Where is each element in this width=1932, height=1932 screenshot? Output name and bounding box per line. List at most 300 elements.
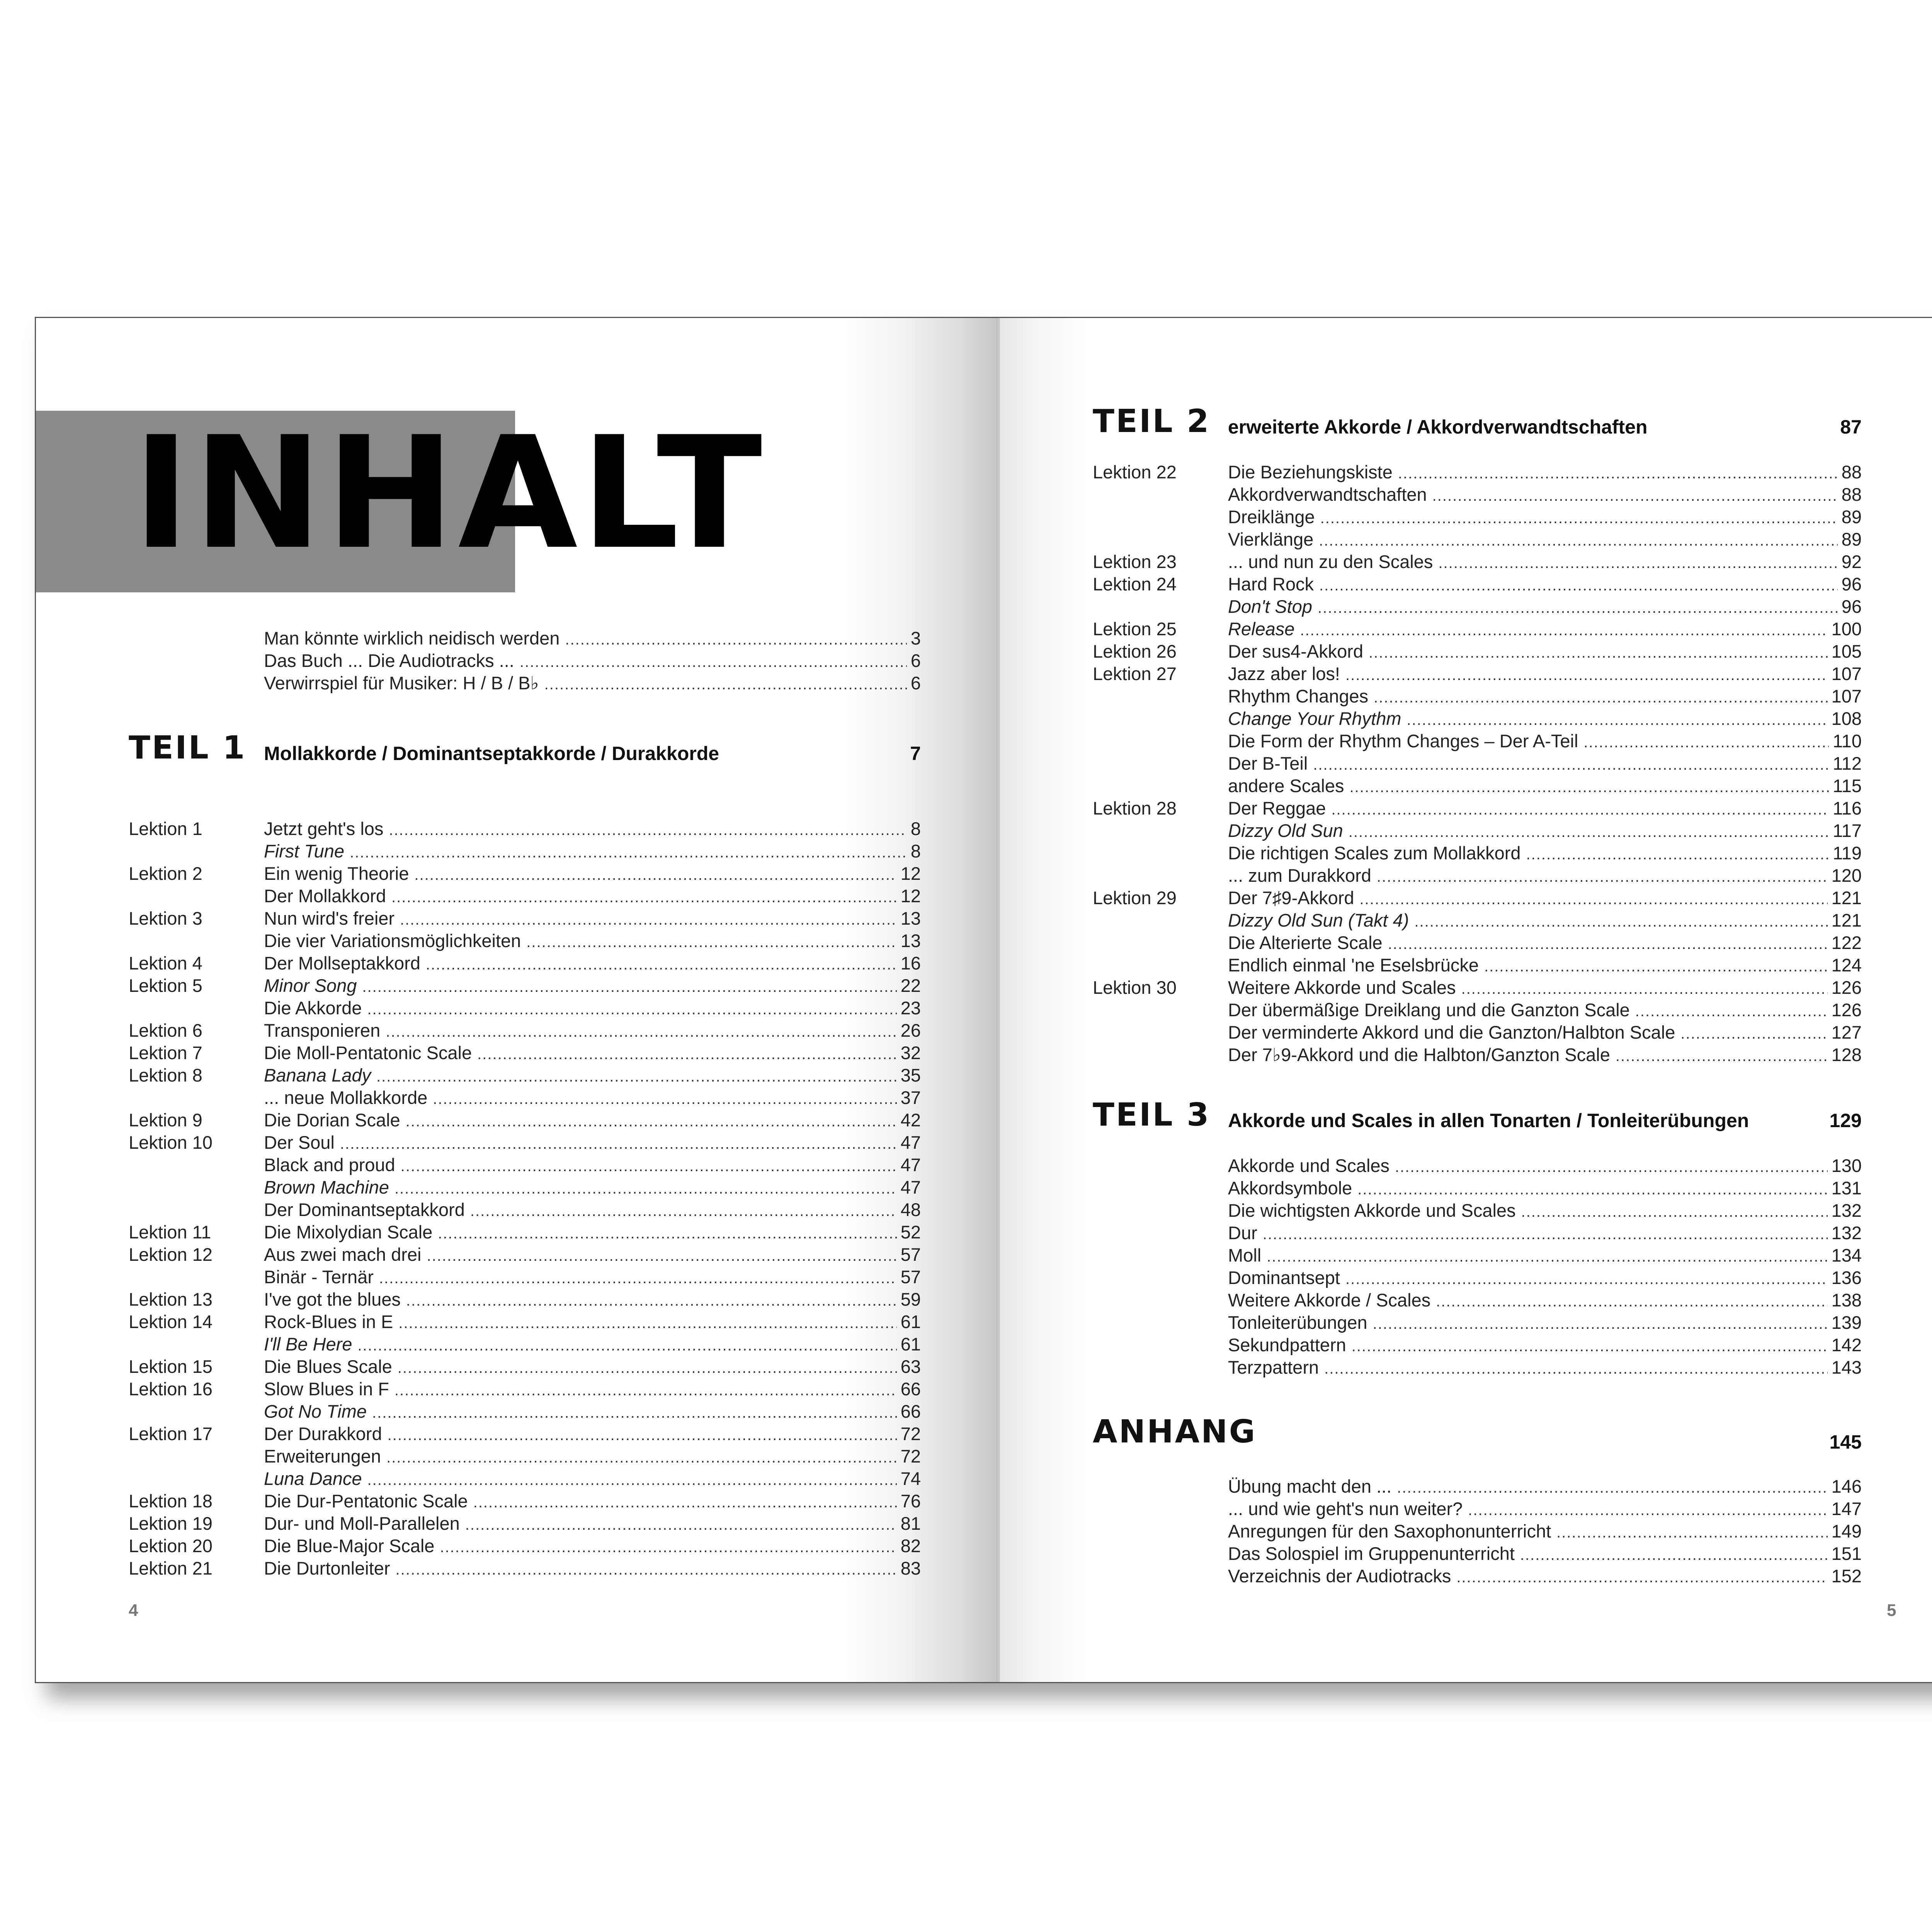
toc-row <box>264 627 921 650</box>
entry-page-number: 130 <box>1831 1155 1862 1176</box>
entry-title: Der Dominantseptakkord <box>264 1199 465 1220</box>
dot-leader <box>473 1491 897 1514</box>
lektion-label: Lektion 20 <box>129 1536 213 1556</box>
dot-leader <box>389 819 906 841</box>
lektion-label: Lektion 26 <box>1093 641 1177 662</box>
entry-title: Binär - Ternär <box>264 1267 374 1287</box>
toc-row <box>129 1109 921 1131</box>
toc-entry[interactable] <box>1228 842 1862 866</box>
dot-leader <box>1377 866 1828 888</box>
toc-entry[interactable] <box>264 1064 921 1088</box>
lektion-label: Lektion 21 <box>129 1558 213 1578</box>
toc-entry[interactable] <box>264 650 921 673</box>
dot-leader <box>362 976 896 998</box>
dot-leader <box>1360 888 1828 910</box>
dot-leader <box>400 908 897 931</box>
teil2-label: TEIL 2 <box>1093 403 1211 440</box>
toc-row <box>1093 775 1862 797</box>
toc-entry[interactable] <box>264 1266 921 1289</box>
entry-title: Sekundpattern <box>1228 1335 1346 1355</box>
lektion-label: Lektion 6 <box>129 1020 202 1041</box>
entry-page-number: 152 <box>1831 1566 1862 1586</box>
entry-title: Der Mollseptakkord <box>264 953 420 973</box>
entry-page-number: 32 <box>900 1043 921 1063</box>
dot-leader <box>465 1514 897 1536</box>
entry-title: Das Buch ... Die Audiotracks ... <box>264 650 514 671</box>
toc-entry[interactable] <box>264 1311 921 1334</box>
toc-entry[interactable] <box>1228 685 1862 709</box>
toc-entry[interactable] <box>264 885 921 908</box>
entry-page-number: 96 <box>1841 574 1862 594</box>
lektion-label: Lektion 30 <box>1093 977 1177 998</box>
toc-entry[interactable] <box>264 1154 921 1177</box>
toc-entry[interactable] <box>264 1333 921 1357</box>
toc-row <box>129 997 921 1019</box>
toc-entry[interactable] <box>1228 573 1862 597</box>
entry-page-number: 128 <box>1831 1044 1862 1065</box>
page-number-left: 4 <box>129 1601 138 1620</box>
toc-entry[interactable] <box>1228 483 1862 507</box>
lektion-label: Lektion 5 <box>129 975 202 996</box>
entry-page-number: 57 <box>900 1267 921 1287</box>
entry-title: Der übermäßige Dreiklang und die Ganzton Scale <box>1228 1000 1630 1020</box>
entry-page-number: 127 <box>1831 1022 1862 1043</box>
toc-entry[interactable] <box>264 1445 921 1469</box>
toc-row <box>1093 551 1862 573</box>
toc-entry[interactable] <box>1228 775 1862 798</box>
toc-entry[interactable] <box>1228 707 1862 731</box>
toc-row <box>1093 1334 1862 1356</box>
lektion-label: Lektion 27 <box>1093 663 1177 684</box>
dot-leader <box>395 1177 897 1200</box>
toc-entry[interactable] <box>1228 640 1862 664</box>
entry-title: Übung macht den ... <box>1228 1476 1392 1497</box>
dot-leader <box>1352 1335 1828 1357</box>
toc-entry[interactable] <box>1228 528 1862 552</box>
toc-entry[interactable] <box>1228 1021 1862 1045</box>
entry-title: Luna Dance <box>264 1468 362 1489</box>
teil2-page-number: 87 <box>1840 416 1862 438</box>
anhang-label: ANHANG <box>1093 1413 1257 1450</box>
entry-title: Man könnte wirklich neidisch werden <box>264 628 560 648</box>
toc-row <box>1093 932 1862 954</box>
toc-row <box>1093 797 1862 820</box>
toc-row <box>1093 528 1862 551</box>
entry-title: Release <box>1228 619 1295 639</box>
dot-leader <box>1369 641 1828 664</box>
entry-page-number: 89 <box>1841 529 1862 549</box>
entry-page-number: 12 <box>900 886 921 906</box>
toc-row <box>1093 1475 1862 1498</box>
dot-leader <box>1438 552 1837 574</box>
lektion-label: Lektion 28 <box>1093 798 1177 818</box>
toc-row <box>129 1557 921 1580</box>
toc-entry[interactable] <box>264 1423 921 1446</box>
toc-entry[interactable] <box>1228 1543 1862 1566</box>
toc-row <box>1093 1520 1862 1543</box>
page-title: INHALT <box>133 404 765 583</box>
entry-title: Der Reggae <box>1228 798 1326 818</box>
dot-leader <box>1357 1178 1827 1201</box>
toc-entry[interactable] <box>1228 954 1862 978</box>
toc-entry[interactable] <box>1228 999 1862 1022</box>
dot-leader <box>1345 1268 1828 1290</box>
entry-title: ... neue Mollakkorde <box>264 1087 428 1108</box>
dot-leader <box>1331 798 1829 821</box>
entry-title: Die Dur-Pentatonic Scale <box>264 1491 468 1511</box>
entry-page-number: 59 <box>900 1289 921 1310</box>
dot-leader <box>357 1334 896 1357</box>
entry-page-number: 57 <box>900 1244 921 1265</box>
dot-leader <box>376 1065 897 1088</box>
toc-entry[interactable] <box>264 907 921 931</box>
dot-leader <box>1320 507 1838 529</box>
toc-entry[interactable] <box>264 1288 921 1312</box>
entry-page-number: 66 <box>900 1401 921 1422</box>
toc-entry[interactable] <box>1228 1498 1862 1521</box>
entry-title: Weitere Akkorde / Scales <box>1228 1290 1431 1310</box>
dot-leader <box>1521 1201 1828 1223</box>
toc-row <box>129 1019 921 1042</box>
entry-page-number: 13 <box>900 908 921 929</box>
dot-leader <box>433 1088 896 1110</box>
entry-title: I've got the blues <box>264 1289 401 1310</box>
entry-title: Akkorde und Scales <box>1228 1155 1390 1176</box>
dot-leader <box>350 841 907 864</box>
toc-entry[interactable] <box>1228 797 1862 821</box>
lektion-label: Lektion 11 <box>129 1222 211 1242</box>
toc-row <box>1093 1543 1862 1565</box>
entry-title: Akkordverwandtschaften <box>1228 484 1427 505</box>
toc-row <box>129 1042 921 1064</box>
dot-leader <box>1313 753 1829 776</box>
toc-entry[interactable] <box>264 818 921 841</box>
dot-leader <box>406 1289 897 1312</box>
entry-page-number: 134 <box>1831 1245 1862 1265</box>
toc-entry[interactable] <box>1228 909 1862 933</box>
toc-row <box>1093 1565 1862 1587</box>
toc-entry[interactable] <box>264 862 921 886</box>
toc-entry[interactable] <box>1228 663 1862 686</box>
lektion-label: Lektion 3 <box>129 908 202 929</box>
entry-page-number: 74 <box>900 1468 921 1489</box>
entry-page-number: 88 <box>1841 462 1862 482</box>
entry-title: Don't Stop <box>1228 596 1312 617</box>
toc-entry[interactable] <box>1228 1199 1862 1223</box>
entry-title: Aus zwei mach drei <box>264 1244 422 1265</box>
entry-title: Endlich einmal 'ne Eselsbrücke <box>1228 955 1479 975</box>
toc-entry[interactable] <box>264 1468 921 1491</box>
dot-leader <box>1324 1357 1827 1380</box>
entry-page-number: 117 <box>1833 820 1862 841</box>
dot-leader <box>1432 485 1838 507</box>
entry-title: Die Blues Scale <box>264 1356 392 1377</box>
lektion-label: Lektion 14 <box>129 1311 213 1332</box>
toc-row <box>1093 864 1862 887</box>
entry-page-number: 52 <box>900 1222 921 1242</box>
toc-row <box>1093 573 1862 595</box>
dot-leader <box>440 1536 896 1558</box>
toc-row <box>1093 1199 1862 1222</box>
entry-page-number: 138 <box>1831 1290 1862 1310</box>
entry-page-number: 13 <box>900 930 921 951</box>
toc-entry[interactable] <box>264 1199 921 1222</box>
toc-row <box>1093 1356 1862 1379</box>
toc-entry[interactable] <box>1228 1222 1862 1245</box>
toc-row <box>1093 820 1862 842</box>
entry-title: Terzpattern <box>1228 1357 1319 1378</box>
entry-page-number: 6 <box>910 673 921 693</box>
dot-leader <box>1635 1000 1828 1022</box>
entry-page-number: 22 <box>900 975 921 996</box>
toc-entry[interactable] <box>264 627 921 651</box>
toc-row <box>1093 640 1862 663</box>
lektion-label: Lektion 23 <box>1093 551 1177 572</box>
entry-title: Transponieren <box>264 1020 381 1041</box>
toc-row <box>129 840 921 862</box>
entry-page-number: 63 <box>900 1356 921 1377</box>
entry-page-number: 143 <box>1831 1357 1862 1378</box>
toc-row <box>129 1176 921 1199</box>
toc-entry[interactable] <box>264 1400 921 1424</box>
teil1-label: TEIL 1 <box>129 730 247 766</box>
toc-row <box>129 818 921 840</box>
toc-row <box>1093 483 1862 506</box>
entry-title: Die richtigen Scales zum Mollakkord <box>1228 843 1521 863</box>
toc-row <box>1093 954 1862 976</box>
dot-leader <box>414 864 896 886</box>
toc-entry[interactable] <box>264 952 921 976</box>
entry-title: Anregungen für den Saxophonunterricht <box>1228 1521 1551 1541</box>
entry-page-number: 16 <box>900 953 921 973</box>
entry-title: Hard Rock <box>1228 574 1314 594</box>
toc-row <box>264 650 921 672</box>
toc-row <box>129 975 921 997</box>
lektion-label: Lektion 7 <box>129 1043 202 1063</box>
toc-entry[interactable] <box>1228 1475 1862 1499</box>
entry-title: ... und wie geht's nun weiter? <box>1228 1498 1463 1519</box>
toc-row <box>1093 1155 1862 1177</box>
toc-entry[interactable] <box>1228 1356 1862 1380</box>
dot-leader <box>565 628 906 651</box>
entry-page-number: 47 <box>900 1155 921 1175</box>
lektion-label: Lektion 18 <box>129 1491 213 1511</box>
entry-page-number: 149 <box>1831 1521 1862 1541</box>
entry-title: Die vier Variationsmöglichkeiten <box>264 930 521 951</box>
entry-title: Der Durakkord <box>264 1423 382 1444</box>
toc-entry[interactable] <box>1228 1155 1862 1178</box>
entry-title: Die Form der Rhythm Changes – Der A-Teil <box>1228 731 1578 751</box>
entry-page-number: 105 <box>1831 641 1862 662</box>
entry-title: Jazz aber los! <box>1228 663 1340 684</box>
dot-leader <box>1319 574 1838 597</box>
entry-page-number: 126 <box>1831 977 1862 998</box>
entry-title: Die Dorian Scale <box>264 1110 400 1130</box>
toc-entry[interactable] <box>264 1176 921 1200</box>
dot-leader <box>398 1312 896 1334</box>
toc-entry[interactable] <box>1228 752 1862 776</box>
entry-title: Verzeichnis der Audiotracks <box>1228 1566 1451 1586</box>
entry-page-number: 121 <box>1831 888 1862 908</box>
entry-title: Die Moll-Pentatonic Scale <box>264 1043 472 1063</box>
entry-title: Der Soul <box>264 1132 335 1153</box>
dot-leader <box>398 1357 897 1379</box>
entry-title: Dizzy Old Sun <box>1228 820 1343 841</box>
toc-entry[interactable] <box>1228 506 1862 529</box>
toc-entry[interactable] <box>264 1109 921 1133</box>
toc-entry[interactable] <box>264 1042 921 1065</box>
dot-leader <box>1318 597 1838 619</box>
entry-title: Die Alterierte Scale <box>1228 932 1383 953</box>
entry-page-number: 115 <box>1833 776 1862 796</box>
toc-row <box>129 930 921 952</box>
toc-entry[interactable] <box>264 1019 921 1043</box>
toc-row <box>1093 663 1862 685</box>
toc-entry[interactable] <box>1228 551 1862 574</box>
toc-entry[interactable] <box>264 1490 921 1514</box>
toc-entry[interactable] <box>1228 1565 1862 1588</box>
toc-entry[interactable] <box>1228 864 1862 888</box>
toc-entry[interactable] <box>1228 932 1862 955</box>
entry-title: Weitere Akkorde und Scales <box>1228 977 1456 998</box>
toc-row <box>129 1243 921 1266</box>
dot-leader <box>1484 955 1828 978</box>
toc-row <box>1093 685 1862 707</box>
entry-page-number: 3 <box>910 628 921 648</box>
dot-leader <box>1388 933 1828 955</box>
toc-entry[interactable] <box>1228 461 1862 485</box>
teil2-subtitle: erweiterte Akkorde / Akkordverwandtschaften <box>1228 416 1648 438</box>
toc-entry[interactable] <box>264 1378 921 1401</box>
toc-entry[interactable] <box>1228 1311 1862 1335</box>
dot-leader <box>1461 978 1828 1000</box>
toc-entry[interactable] <box>1228 1520 1862 1544</box>
dot-leader <box>1468 1499 1827 1521</box>
entry-page-number: 42 <box>900 1110 921 1130</box>
dot-leader <box>1263 1223 1828 1245</box>
entry-page-number: 47 <box>900 1132 921 1153</box>
entry-title: Ein wenig Theorie <box>264 863 409 884</box>
dot-leader <box>1349 821 1829 843</box>
toc-entry[interactable] <box>264 1131 921 1155</box>
toc-entry[interactable] <box>1228 595 1862 619</box>
entry-page-number: 122 <box>1831 932 1862 953</box>
toc-entry[interactable] <box>1228 1044 1862 1067</box>
lektion-label: Lektion 8 <box>129 1065 202 1085</box>
entry-title: Banana Lady <box>264 1065 371 1085</box>
entry-title: Der sus4-Akkord <box>1228 641 1363 662</box>
dot-leader <box>426 953 897 976</box>
dot-leader <box>544 673 907 696</box>
entry-page-number: 108 <box>1831 708 1862 729</box>
toc-entry[interactable] <box>264 975 921 998</box>
entry-title: Der 7♯9-Akkord <box>1228 888 1354 908</box>
dot-leader <box>388 1424 897 1446</box>
lektion-label: Lektion 16 <box>129 1379 213 1399</box>
left-page <box>36 318 1000 1682</box>
toc-row <box>129 1131 921 1154</box>
entry-page-number: 72 <box>900 1423 921 1444</box>
entry-title: Dizzy Old Sun (Takt 4) <box>1228 910 1409 930</box>
toc-row <box>129 1535 921 1557</box>
lektion-label: Lektion 13 <box>129 1289 213 1310</box>
toc-entry[interactable] <box>1228 1334 1862 1357</box>
entry-page-number: 107 <box>1831 686 1862 706</box>
entry-page-number: 6 <box>910 650 921 671</box>
entry-page-number: 121 <box>1831 910 1862 930</box>
entry-title: I'll Be Here <box>264 1334 352 1354</box>
entry-title: Der B-Teil <box>1228 753 1308 774</box>
toc-row <box>129 1512 921 1535</box>
toc-entry[interactable] <box>264 1243 921 1267</box>
toc-row <box>1093 842 1862 864</box>
entry-title: Vierklänge <box>1228 529 1314 549</box>
toc-entry[interactable] <box>1228 976 1862 1000</box>
toc-entry[interactable] <box>264 997 921 1020</box>
lektion-label: Lektion 29 <box>1093 888 1177 908</box>
toc-row <box>1093 1498 1862 1520</box>
toc-row <box>1093 1177 1862 1199</box>
entry-page-number: 132 <box>1831 1223 1862 1243</box>
toc-row <box>129 1199 921 1221</box>
teil3-page-number: 129 <box>1829 1110 1862 1131</box>
toc-row <box>1093 999 1862 1021</box>
toc-row <box>1093 1244 1862 1267</box>
entry-page-number: 8 <box>910 818 921 839</box>
toc-entry[interactable] <box>1228 1177 1862 1201</box>
toc-entry[interactable] <box>264 1355 921 1379</box>
toc-entry[interactable] <box>1228 1244 1862 1268</box>
toc-entry[interactable] <box>264 1512 921 1536</box>
dot-leader <box>526 931 896 953</box>
toc-row <box>1093 1044 1862 1066</box>
toc-entry[interactable] <box>264 1557 921 1581</box>
toc-entry[interactable] <box>264 930 921 953</box>
entry-page-number: 72 <box>900 1446 921 1466</box>
dot-leader <box>520 651 907 673</box>
dot-leader <box>1680 1022 1827 1045</box>
toc-entry[interactable] <box>1228 887 1862 910</box>
toc-row <box>129 1087 921 1109</box>
lektion-label: Lektion 22 <box>1093 462 1177 482</box>
dot-leader <box>391 886 897 908</box>
entry-title: Die Mixolydian Scale <box>264 1222 433 1242</box>
toc-entry[interactable] <box>264 1221 921 1245</box>
toc-entry[interactable] <box>1228 1289 1862 1313</box>
lektion-label: Lektion 19 <box>129 1513 213 1534</box>
toc-entry[interactable] <box>264 840 921 864</box>
toc-entry[interactable] <box>264 1535 921 1558</box>
toc-entry[interactable] <box>1228 820 1862 843</box>
anhang-page-number: 145 <box>1829 1431 1862 1453</box>
toc-entry[interactable] <box>1228 618 1862 641</box>
dot-leader <box>1407 709 1828 731</box>
entry-title: Der Mollakkord <box>264 886 386 906</box>
entry-page-number: 26 <box>900 1020 921 1041</box>
entry-page-number: 119 <box>1833 843 1862 863</box>
entry-page-number: 131 <box>1831 1178 1862 1198</box>
toc-entry[interactable] <box>264 672 921 696</box>
toc-entry[interactable] <box>1228 1267 1862 1290</box>
entry-page-number: 66 <box>900 1379 921 1399</box>
toc-entry[interactable] <box>1228 730 1862 753</box>
entry-page-number: 142 <box>1831 1335 1862 1355</box>
entry-title: Black and proud <box>264 1155 395 1175</box>
entry-title: First Tune <box>264 841 345 861</box>
anhang-list <box>1093 1475 1862 1587</box>
entry-page-number: 48 <box>900 1199 921 1220</box>
toc-entry[interactable] <box>264 1087 921 1110</box>
